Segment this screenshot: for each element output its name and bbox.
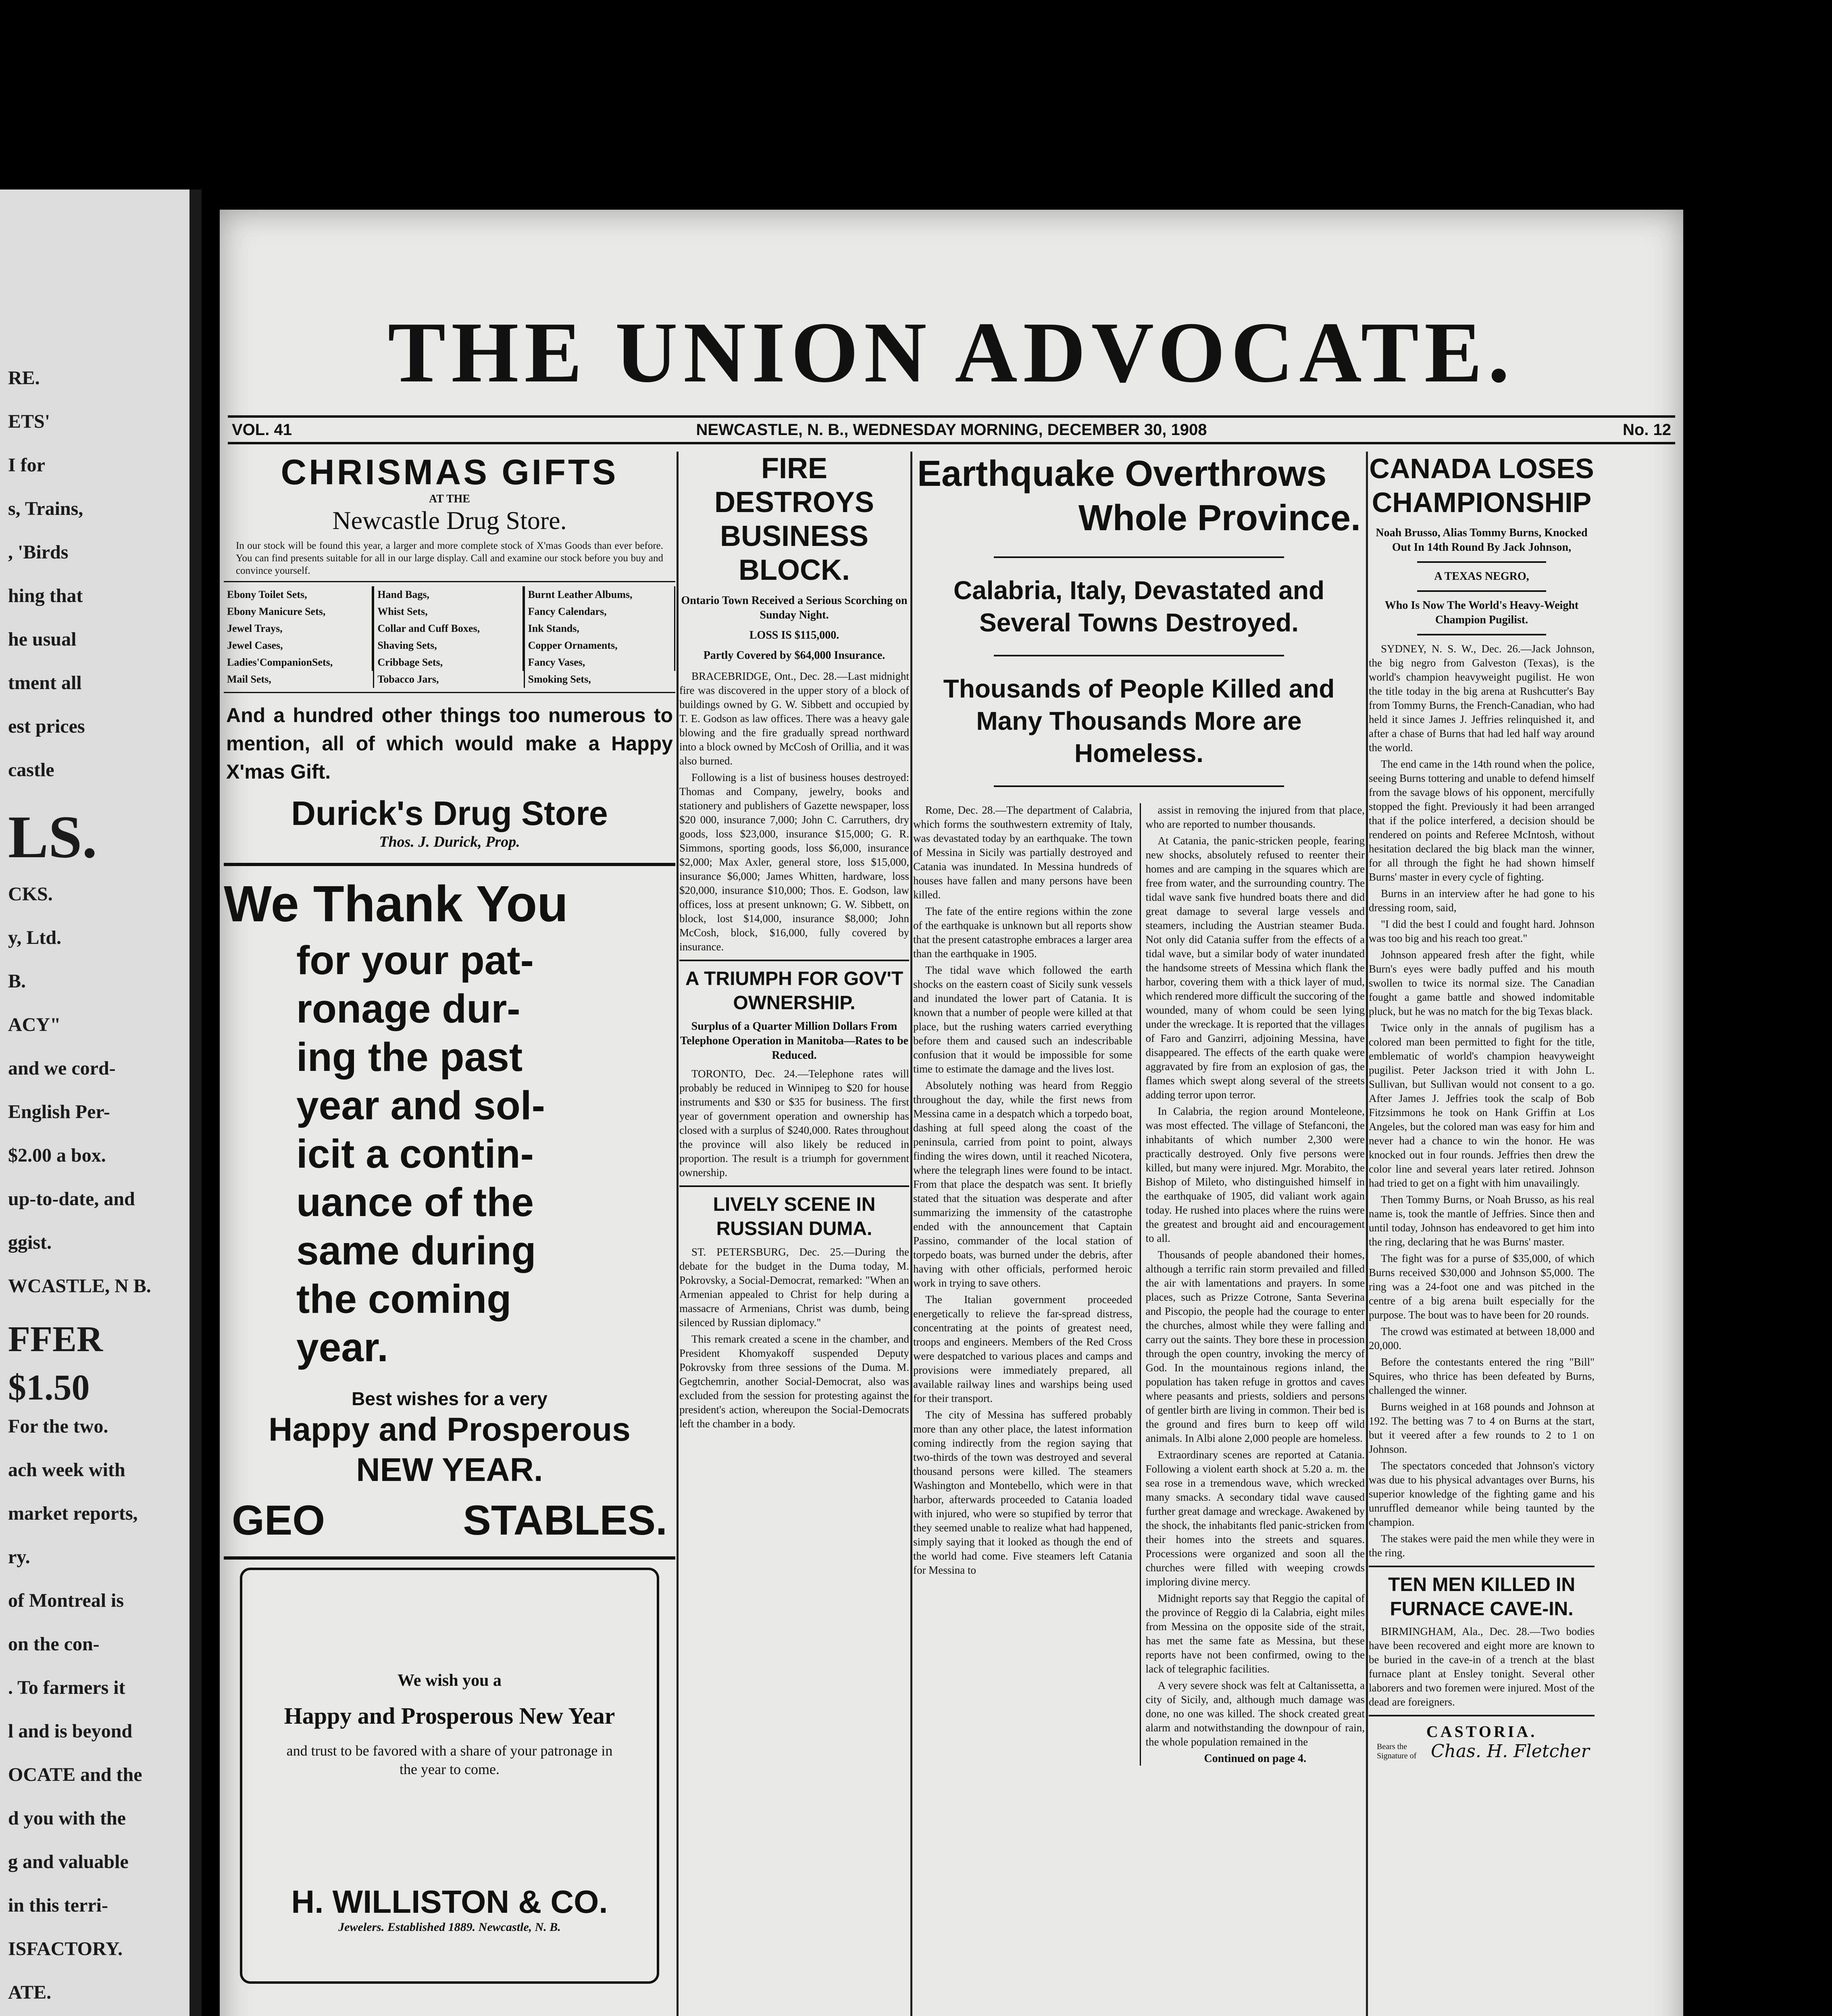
adjacent-page-text: of Montreal is — [8, 1590, 124, 1611]
fire-story — [679, 669, 909, 954]
adjacent-page-text: l and is beyond — [8, 1720, 133, 1742]
paragraph: Twice only in the annals of pugilism has a colored man been permitted to fight for the title, emblematic of world's champion heavyweight pugilist. Peter Jackson tried it with John L. Sullivan, but Sullivan would not consent to a go. After James J. Jeffries took the scalp of Bob Fitzsimmons he took on Hank Griffin at Los Angeles, but the colored man was easy for him and never had a chance to win the honor. He was knocked out in four rounds. Jeffries then drew the color line and several years later retired. Johnson had tried to get on a fight with him unavailingly. — [1369, 1022, 1595, 1189]
paragraph: The tidal wave which followed the earth shocks on the eastern coast of Sicily sunk vessels and inundated the lower part of Catania. It is known that a number of people were killed at that place, but the rushing waters carried everything before them and caused such an indescribable confusion that it would be impossible for some time to estimate the damage and the lives lost. — [913, 964, 1133, 1075]
adjacent-page-text: ggist. — [8, 1232, 52, 1253]
adjacent-page-text: d you with the — [8, 1808, 126, 1829]
adjacent-page-text: LS. — [8, 804, 97, 871]
masthead-title: THE UNION ADVOCATE. — [387, 304, 1516, 400]
paragraph: The fight was for a purse of $35,000, of which Burns received $30,000 and Johnson $5,000. The ring was a 24-foot one and was pitched in the centre of a big arena built especially for the purpose. The bout was to have been for 20 rounds. — [1369, 1252, 1595, 1321]
adjacent-page-text: ETS' — [8, 411, 50, 432]
paragraph: Midnight reports say that Reggio the capital of the province of Reggio di la Calabria, eight miles from Messina on the opposite side of the strait, has met the same fate as Messina, but these reports have not been confirmed, owing to the lack of telegraphic facilities. — [1145, 1592, 1365, 1675]
adjacent-page-text: ach week with — [8, 1459, 125, 1481]
gift-item: Hand Bags, — [376, 586, 523, 603]
thank-you-line: the coming — [296, 1277, 512, 1322]
column-rule — [910, 452, 912, 2016]
gift-item: Cribbage Sets, — [376, 654, 523, 671]
paragraph: The fate of the entire regions within the zone of the earthquake is unknown but all reports show that the present catastrophe embraces a larger area than the earthquake in 1905. — [913, 905, 1133, 960]
gift-item: Copper Ornaments, — [527, 637, 675, 654]
paragraph: The end came in the 14th round when the police, seeing Burns tottering and unable to defend himself from the savage blows of his opponent, mercifully stopped the fight. Previously it had been arranged that if the police interfered, a decision should be rendered on points and Referee McIntosh, without hesitation declared the big black man the winner, for all through the fight he had shown himself Burns' master in every cycle of fighting. — [1369, 758, 1595, 883]
divider — [679, 1185, 909, 1187]
gift-item: Jewel Trays, — [225, 620, 373, 637]
paragraph: Following is a list of business houses destroyed: Thomas and Company, jewelry, books and stationery and publishers of Gazette newspaper, loss $20 000, insurance 7,000; John C. Carruthers, dry goods, loss $23,000, insurance $15,000; G. R. Simmons, sporting goods, loss $6,000, insurance $2,000; Max Axler, general store, loss $15,000, insurance $6,000; James Whitten, hardware, loss $20,000, insurance $10,000; Thos. E. Godson, law offices, loss at present unknown; G. W. Sibbett, on block, lost $14,000, insurance $8,000; John McCosh, block, $16,000, fully covered by insurance. — [679, 771, 909, 953]
adjacent-page-text: up-to-date, and — [8, 1188, 135, 1210]
canada-headline: CANADA LOSES CHAMPIONSHIP — [1369, 453, 1594, 518]
divider — [1417, 590, 1546, 592]
gift-item: Smoking Sets, — [528, 673, 591, 685]
adjacent-page-text: $2.00 a box. — [8, 1145, 106, 1166]
adjacent-page-fragment — [0, 190, 202, 2016]
paragraph: Thousands of people abandoned their homes, although a terrific rain storm prevailed and filled the air with lamentations and prayers. In some places, such as Prizze Cotrone, Santa Severina and Piscopio, the people had the courage to enter the churches, almost while they were falling and carry out the saints. They bore these in procession through the open country, invoking the mercy of God. In the mountainous regions inland, the population has taken refuge in grottos and caves where peasants and priests, soldiers and persons of gentler birth are living in common. Their bed is the ground and fires burn to keep off wild animals. In Albi alone 2,000 people are homeless. — [1145, 1249, 1365, 1444]
adjacent-page-text: ry. — [8, 1546, 30, 1568]
divider — [994, 785, 1284, 787]
adjacent-page-text: CKS. — [8, 883, 53, 905]
column-sports — [1369, 452, 1595, 1762]
gift-item: Ink Stands, — [527, 620, 675, 637]
divider — [679, 960, 909, 961]
adjacent-page-text: B. — [8, 971, 26, 992]
gift-list — [224, 581, 675, 693]
adjacent-page-text: castle — [8, 759, 54, 781]
adjacent-page-text: I for — [8, 454, 45, 476]
adjacent-page-text: . To farmers it — [8, 1677, 125, 1698]
adjacent-page-text: est prices — [8, 716, 85, 737]
xmas-ad-at: AT THE — [429, 493, 470, 505]
williston-ad-box — [240, 1568, 659, 1984]
adjacent-page-text: WCASTLE, N B. — [8, 1275, 151, 1297]
issue-number: No. 12 — [1622, 421, 1671, 439]
thank-you-line: same during — [296, 1228, 536, 1273]
adjacent-page-text: he usual — [8, 629, 77, 650]
column-rule — [1366, 452, 1368, 2016]
quake-story-right — [1140, 803, 1365, 1766]
furnace-headline: TEN MEN KILLED IN FURNACE CAVE-IN. — [1388, 1574, 1575, 1620]
xmas-ad-intro: In our stock will be found this year, a larger and more complete stock of X'mas Goods than ever before. You can find presents suitable for all in our large display. Call and examine our stock before you buy and convince yourself. — [236, 540, 663, 576]
adjacent-page-text: English Per- — [8, 1101, 110, 1123]
gift-item: Burnt Leather Albums, — [527, 586, 675, 603]
thank-you-head: We Thank You — [224, 875, 568, 932]
column-news-left — [679, 452, 909, 1433]
quake-headline-a: Earthquake Overthrows — [917, 454, 1327, 494]
adjacent-page-text: in this terri- — [8, 1895, 108, 1916]
canada-subhead: Noah Brusso, Alias Tommy Burns, Knocked Out In 14th Round By Jack Johnson, — [1376, 527, 1588, 554]
quake-subhead-1: Calabria, Italy, Devastated and Several Towns Destroyed. — [953, 576, 1325, 637]
adjacent-page-text: and we cord- — [8, 1058, 116, 1079]
adjacent-page-text: tment all — [8, 672, 82, 694]
quake-subhead-2: Thousands of People Killed and Many Thousands More are Homeless. — [943, 674, 1335, 768]
adjacent-page-text: $1.50 — [8, 1368, 90, 1408]
adjacent-page-text: For the two. — [8, 1416, 108, 1437]
gift-item: Ladies'CompanionSets, — [225, 654, 373, 671]
durick-proprietor: Thos. J. Durick, Prop. — [379, 833, 520, 850]
thank-you-line: ronage dur- — [296, 986, 520, 1031]
paragraph: In Calabria, the region around Monteleone, was most effected. The village of Stefanconi, the inhabitants of which number 2,300 were practically destroyed. Only five persons were killed, but many were injured. Mgr. Morabito, the Bishop of Mileto, who distinguished himself in the earthquake of 1905, did valiant work again today. He rushed into places where the ruins were the greatest and brought aid and encouragement to all. — [1145, 1105, 1365, 1244]
xmas-ad-store: Newcastle Drug Store. — [332, 506, 567, 535]
thank-you-line: icit a contin- — [296, 1131, 534, 1177]
paragraph: The stakes were paid the men while they were in the ring. — [1369, 1533, 1595, 1559]
paragraph: The Italian government proceeded energetically to relieve the far-spread distress, concentrating at the points of greatest need, troops and engineers. Members of the Red Cross were despatched to various places and camps and provisions were immediately prepared, all available railway lines and warships being used for their transport. — [913, 1293, 1133, 1404]
adjacent-page-text: on the con- — [8, 1633, 100, 1655]
continued-note: Continued on page 4. — [1204, 1752, 1307, 1765]
paragraph: The crowd was estimated at between 18,000 and 20,000. — [1369, 1325, 1595, 1352]
paragraph: Extraordinary scenes are reported at Catania. Following a violent earth shock at 5.20 a. m. the sea rose in a tremendous wave, which wrecked many smacks. A secondary tidal wave caused further great damage and wreckage. Awakened by the shock, the inhabitants fled panic-stricken from their homes into the streets and squares. Processions were organized and soon all the churches were filled with weeping crowds imploring divine mercy. — [1145, 1449, 1365, 1588]
gift-list-col-a — [224, 586, 374, 688]
gift-item: Collar and Cuff Boxes, — [376, 620, 523, 637]
paragraph: Absolutely nothing was heard from Reggio throughout the day, while the first news from Messina came in a despatch which a torpedo boat, dashing at full speed along the coast of the peninsula, carried from point to point, always finding the wires down, until it reached Nicotera, where the telegraph lines were found to be intact. From that place the despatch was sent. It briefly stated that the situation was desperate and after summarizing the immensity of the catastrophe ended with the announcement that Captain Passino, commander of the local station of torpedo boats, was burned under the debris, after having with other officials, performed heroic work in trying to save others. — [913, 1079, 1133, 1289]
canada-champion: Who Is Now The World's Heavy-Weight Champion Pugilist. — [1384, 599, 1579, 626]
quake-story-left — [913, 803, 1133, 1766]
castoria-ad: CASTORIA. — [1426, 1722, 1537, 1741]
column-rule — [677, 452, 679, 2016]
newspaper-page — [220, 210, 1683, 2016]
paragraph: SYDNEY, N. S. W., Dec. 26.—Jack Johnson, the big negro from Galveston (Texas), is the world's champion heavyweight pugilist. He won the title today in the big arena at Rushcutter's Bay from Tommy Burns, the French-Canadian, who had held it since James J. Jeffries relinquished it, and after a chase of Burns that had led half way around the world. — [1369, 643, 1595, 754]
durick-store-name: Durick's Drug Store — [291, 794, 608, 832]
gift-item: Fancy Vases, — [527, 654, 675, 671]
paragraph: This remark created a scene in the chamber, and President Khomyakoff suspended Deputy Pokrovsky from three sessions of the Duma. M. Gegtchemrin, another Social-Democrat, also was excluded from the session for protesting against the president's action, whereupon the Social-Democrats left the chamber in a body. — [679, 1333, 909, 1430]
canada-texas: A TEXAS NEGRO, — [1434, 570, 1529, 583]
date-place: NEWCASTLE, N. B., WEDNESDAY MORNING, DECEMBER 30, 1908 — [696, 421, 1207, 439]
williston-firm: H. WILLISTON & CO. — [291, 1884, 608, 1920]
paragraph: Then Tommy Burns, or Noah Brusso, as his real name is, took the mantle of Jeffries. Since then and until today, Johnson has endeavored to get him into the ring, declaring that he was Burns' master. — [1369, 1193, 1595, 1248]
duma-story — [679, 1245, 909, 1431]
gift-item: Shaving Sets, — [376, 637, 523, 654]
adjacent-page-text: , 'Birds — [8, 541, 69, 563]
paragraph: Before the contestants entered the ring "Bill" Squires, who thrice has been defeated by Burns, challenged the winner. — [1369, 1356, 1595, 1396]
new-year: NEW YEAR. — [356, 1452, 543, 1488]
gift-item: Ebony Toilet Sets, — [225, 586, 373, 603]
gift-item: Mail Sets, — [227, 673, 271, 685]
fire-headline: FIRE DESTROYS BUSINESS BLOCK. — [714, 452, 874, 586]
divider — [1369, 1566, 1595, 1567]
stables-ad — [224, 1490, 675, 1551]
thank-you-line: ing the past — [296, 1035, 523, 1080]
thank-you-line: year. — [296, 1325, 389, 1370]
paragraph: The spectators conceded that Johnson's victory was due to his physical advantages over Burns, his superior knowledge of the fighting game and his unruffled demeanor while being taunted by the champion. — [1369, 1460, 1595, 1528]
adjacent-page-text: hing that — [8, 585, 83, 606]
adjacent-page-text: ATE. — [8, 1982, 52, 2003]
adjacent-page-text: OCATE and the — [8, 1764, 142, 1785]
thank-you-line: year and sol- — [296, 1083, 545, 1128]
furnace-story — [1369, 1624, 1595, 1709]
divider — [224, 863, 675, 866]
adjacent-page-text: FFER — [8, 1319, 103, 1359]
adjacent-page-text: market reports, — [8, 1503, 138, 1524]
paragraph: BIRMINGHAM, Ala., Dec. 28.—Two bodies have been recovered and eight more are known to be buried in the cave-in of a trench at the blast furnace plant at Ensley tonight. Several other laborers and two foremen were injured. Most of the dead are foreigners. — [1369, 1625, 1595, 1708]
paragraph: Rome, Dec. 28.—The department of Calabria, which forms the southwestern extremity of Italy, was devastated today by an earthquake. The town of Messina in Sicily was partially destroyed and Catania was inundated. In Messina hundreds of houses have fallen and many persons have been killed. — [913, 804, 1133, 901]
castoria-signature: Chas. H. Fletcher — [1431, 1741, 1590, 1762]
adjacent-page-text: ACY" — [8, 1014, 61, 1035]
fire-partly: Partly Covered by $64,000 Insurance. — [703, 649, 885, 662]
thank-you-text — [224, 936, 675, 1372]
divider — [1417, 634, 1546, 635]
paragraph: "I did the best I could and fought hard. Johnson was too big and his reach too great." — [1369, 918, 1595, 944]
xmas-ad-title: CHRISMAS GIFTS — [281, 452, 618, 492]
gift-list-col-c — [525, 586, 675, 688]
thank-you-line: for your pat- — [296, 938, 534, 983]
gift-item: Tobacco Jars, — [377, 673, 439, 685]
quake-headline-b: Whole Province. — [1078, 498, 1361, 538]
adjacent-page-text: ISFACTORY. — [8, 1938, 123, 1960]
triumph-story — [679, 1067, 909, 1180]
gift-item: Ebony Manicure Sets, — [225, 603, 373, 620]
happy-prosperous: Happy and Prosperous — [269, 1411, 631, 1448]
stables-last: STABLES. — [463, 1497, 667, 1544]
dateline — [228, 415, 1675, 444]
gift-item: Jewel Cases, — [225, 637, 373, 654]
gift-item: Whist Sets, — [376, 603, 523, 620]
stables-first: GEO — [232, 1497, 325, 1544]
divider — [1417, 561, 1546, 563]
fire-subhead: Ontario Town Received a Serious Scorching on Sunday Night. — [681, 594, 908, 621]
paragraph: Burns weighed in at 168 pounds and Johnson at 192. The betting was 7 to 4 on Burns at the start, but it veered after a few rounds to 2 to 1 on Johnson. — [1369, 1401, 1595, 1455]
best-wishes: Best wishes for a very — [352, 1388, 548, 1409]
paragraph: At Catania, the panic-stricken people, fearing new shocks, absolutely refused to reenter their homes and are camping in the squares which are free from water, and the surrounding country. The tidal wave sank five hundred boats there and did great damage to several large vessels and steamers, including the Austrian steamer Buda. Not only did Catania suffer from the effects of a tidal wave, but a similar body of water inundated the handsome streets of Messina which flank the harbor, covering them with a thick layer of mud, which rendered more difficult the succoring of the wounded, many of whom could be seen lying under the wreckage. It is reported that the villages of Faro and Ganzirri, adjoining Messina, have disappeared. The effects of the earth quake were aggravated by fire from an explosion of gas, the flames which swept along several of the streets adding terror upon terror. — [1145, 835, 1365, 1101]
adjacent-page-text: RE. — [8, 367, 40, 389]
thank-you-line: uance of the — [296, 1180, 534, 1225]
williston-wish: We wish you a — [398, 1671, 502, 1690]
adjacent-page-text: s, Trains, — [8, 498, 83, 519]
column-advertisements — [224, 452, 675, 1992]
paragraph: Johnson appeared fresh after the fight, while Burn's eyes were badly puffed and his mouth swollen to twice its normal size. The Canadian fought a game battle and showed indomitable pluck, but he was no match for the big Texas black. — [1369, 949, 1595, 1017]
xmas-ad-hundred: And a hundred other things too numerous to mention, all of which would make a Happy X'mas Gift. — [226, 704, 673, 783]
volume-number: VOL. 41 — [232, 421, 292, 439]
paragraph: assist in removing the injured from that place, who are reported to number thousands. — [1145, 804, 1365, 830]
adjacent-page-text: g and valuable — [8, 1851, 129, 1872]
williston-hny: Happy and Prosperous New Year — [284, 1703, 615, 1729]
quake-story-columns — [913, 803, 1365, 1766]
castoria-bears: Bears the Signature of — [1377, 1742, 1417, 1760]
adjacent-page-text: y, Ltd. — [8, 927, 62, 948]
paragraph: BRACEBRIDGE, Ont., Dec. 28.—Last midnight fire was discovered in the upper story of a block of buildings owned by G. W. Sibbett and occupied by T. E. Godson as law offices. There was a heavy gale blowing and the fire gradually spread northward into a block owned by McCosh of Orillia, and it was also burned. — [679, 670, 909, 767]
paragraph: The city of Messina has suffered probably more than any other place, the latest information coming indirectly from the region saying that two-thirds of the town was destroyed and several thousand persons were killed. The steamers Washington and Montebello, which were in that harbor, afterwards proceeded to Catania loaded with injured, who were so stupified by terror that they seemed unable to realize what had happened, simply saying that it looked as though the end of the world had come. Five steamers left Catania for Messina to — [913, 1409, 1133, 1576]
duma-headline: LIVELY SCENE IN RUSSIAN DUMA. — [713, 1194, 876, 1239]
paragraph: TORONTO, Dec. 24.—Telephone rates will probably be reduced in Winnipeg to $20 for house instruments and $30 or $35 for business. The first year of government operation and ownership has closed with a surplus of $240,000. Rates throughout the province will also likely be reduced in proportion. The result is a triumph for government ownership. — [679, 1068, 909, 1179]
paragraph: A very severe shock was felt at Caltanissetta, a city of Sicily, and, although much damage was done, no one was killed. The shock created great alarm and notwithstanding the downpour of rain, the whole population remained in the — [1145, 1679, 1365, 1748]
divider — [1369, 1715, 1595, 1716]
williston-trust: and trust to be favored with a share of your patronage in the year to come. — [286, 1743, 613, 1777]
divider — [224, 1556, 675, 1560]
williston-footer: Jewelers. Established 1889. Newcastle, N. B. — [338, 1920, 561, 1934]
fire-loss: LOSS IS $115,000. — [749, 629, 839, 641]
triumph-subhead: Surplus of a Quarter Million Dollars From Telephone Operation in Manitoba—Rates to be Reduced. — [680, 1020, 908, 1062]
paragraph: Burns in an interview after he had gone to his dressing room, said, — [1369, 887, 1595, 914]
column-earthquake — [913, 452, 1365, 1766]
gift-item: Fancy Calendars, — [527, 603, 675, 620]
triumph-headline: A TRIUMPH FOR GOV'T OWNERSHIP. — [685, 968, 904, 1014]
divider — [994, 556, 1284, 558]
paragraph: ST. PETERSBURG, Dec. 25.—During the debate for the budget in the Duma today, M. Pokrovsky, a Social-Democrat, remarked: "When an Armenian appealed to Christ for help during a massacre of Armenians, Christ was dumb, being silenced by Russian diplomacy." — [679, 1246, 909, 1329]
castoria-signature-row — [1369, 1741, 1595, 1762]
divider — [994, 655, 1284, 656]
gift-list-col-b — [374, 586, 525, 688]
canada-story — [1369, 642, 1595, 1560]
